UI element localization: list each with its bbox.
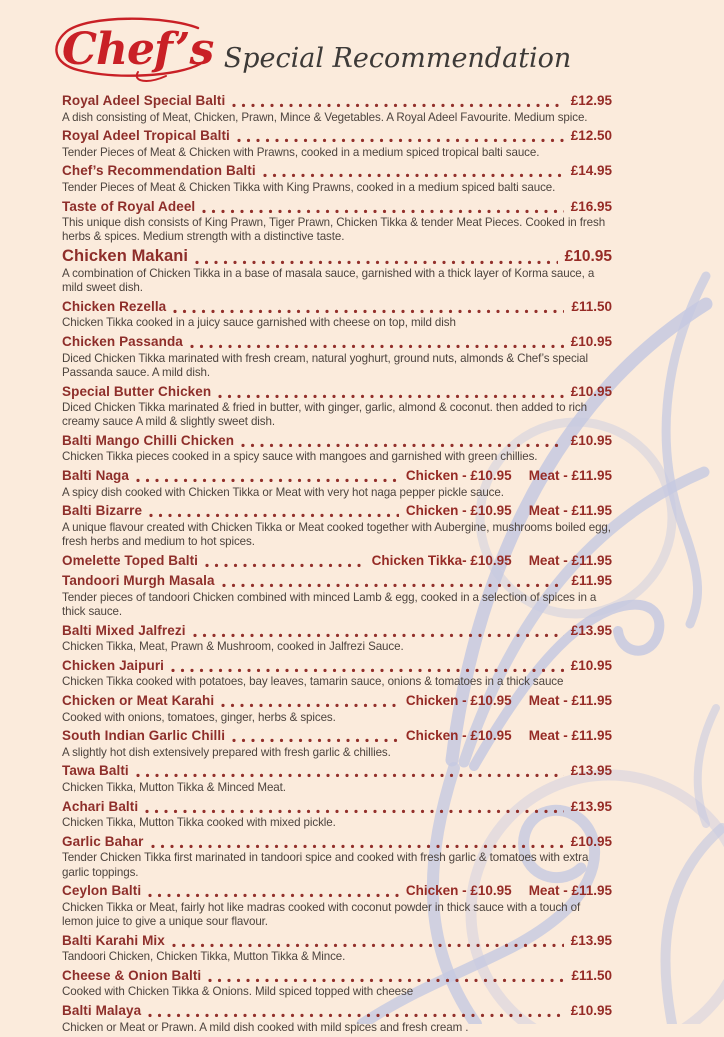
dish-prices [406, 692, 612, 710]
dot-leader [149, 513, 399, 518]
dish-prices [571, 622, 612, 640]
dish-prices [571, 127, 612, 145]
logo [62, 20, 213, 80]
dot-leader [190, 344, 564, 349]
dish-prices [571, 967, 612, 985]
dish-prices [571, 798, 612, 816]
dish-prices [571, 432, 612, 450]
menu-item-row [62, 333, 612, 351]
dish-description: Chicken Tikka, Meat, Prawn & Mushroom, cooked in Jalfrezi Sauce. [62, 640, 404, 654]
price: Chicken - £10.95 [405, 468, 512, 484]
dish-prices [571, 657, 612, 675]
dot-leader [241, 443, 564, 448]
dish-prices [565, 248, 612, 266]
menu-item [62, 432, 612, 465]
dish-name: Chicken or Meat Karahi [62, 693, 215, 709]
header [62, 20, 622, 90]
dish-name: Chef’s Recommendation Balti [62, 163, 256, 179]
price: £13.95 [570, 763, 612, 779]
dish-description: Tender pieces of tandoori Chicken combined with minced Lamb & egg, cooked in a selection of spices in a thick sauce. [62, 590, 597, 618]
price: £10.95 [564, 248, 612, 266]
dot-leader [222, 583, 565, 588]
dot-leader [263, 173, 564, 178]
price: £10.95 [570, 1003, 612, 1019]
dish-prices [571, 932, 612, 950]
dish-description: This unique dish consists of King Prawn, Tiger Prawn, Chicken Tikka & tender Meat Pieces. Cooked in fresh herbs & spices. Medium strength with a distinctive taste. [62, 216, 606, 244]
menu-item-row [62, 692, 612, 710]
price: Meat - £11.95 [528, 468, 612, 484]
dish-prices [406, 502, 612, 520]
menu-item [62, 1002, 612, 1035]
menu-item [62, 833, 612, 880]
dish-description: Diced Chicken Tikka marinated with fresh cream, natural yoghurt, ground nuts, almonds & Chef’s special Passanda sauce. A mild dish. [62, 351, 588, 379]
dish-prices [571, 162, 612, 180]
dish-name: Balti Mixed Jalfrezi [62, 622, 186, 638]
price: £12.95 [570, 93, 612, 108]
price: Chicken - £10.95 [405, 503, 512, 519]
price: Chicken Tikka- £10.95 [371, 552, 512, 568]
dish-description: Chicken Tikka, Mutton Tikka cooked with mixed pickle. [62, 816, 336, 830]
dot-leader [171, 668, 564, 673]
menu-item [62, 298, 612, 331]
dish-name: Royal Adeel Tropical Balti [62, 128, 230, 144]
menu-item-row [62, 92, 612, 110]
price: Chicken - £10.95 [405, 883, 512, 899]
menu-item [62, 198, 612, 245]
menu-item [62, 967, 612, 1000]
dot-leader [221, 703, 399, 708]
menu-item [62, 162, 612, 195]
price: £10.95 [570, 432, 612, 448]
menu-item [62, 727, 612, 760]
menu-item [62, 798, 612, 831]
price: £10.95 [570, 383, 612, 399]
dish-description: A spicy dish cooked with Chicken Tikka or Meat with very hot naga pepper pickle sauce. [62, 485, 504, 499]
dish-name: Chicken Jaipuri [62, 657, 165, 673]
price: £14.95 [570, 163, 612, 179]
dish-description: Tender Pieces of Meat & Chicken Tikka with King Prawns, cooked in a medium spiced balti sauce. [62, 180, 556, 194]
price: £10.95 [570, 833, 612, 849]
dot-leader [173, 309, 564, 314]
menu-item-row [62, 762, 612, 780]
dish-description: Chicken Tikka, Mutton Tikka & Minced Meat. [62, 780, 286, 794]
menu-item-row [62, 502, 612, 520]
dish-name: Taste of Royal Adeel [62, 198, 196, 214]
menu-item [62, 383, 612, 430]
menu-item [62, 127, 612, 160]
dish-prices [571, 1002, 612, 1020]
dish-name: Cheese & Onion Balti [62, 967, 202, 983]
dot-leader [202, 209, 563, 214]
menu-item-row [62, 622, 612, 640]
menu-item-row [62, 467, 612, 485]
price: Chicken - £10.95 [405, 728, 512, 744]
menu-item-row [62, 798, 612, 816]
dish-name: Balti Malaya [62, 1003, 142, 1019]
dish-name: Ceylon Balti [62, 883, 142, 899]
dot-leader [151, 844, 564, 849]
menu-item-row [62, 882, 612, 900]
dish-description: A dish consisting of Meat, Chicken, Prawn, Mince & Vegetables. A Royal Adeel Favourite. Medium spice. [62, 110, 588, 124]
dot-leader [232, 738, 399, 743]
dish-prices [571, 298, 612, 316]
dish-prices [571, 833, 612, 851]
price: £11.95 [571, 573, 612, 589]
dot-leader [218, 394, 563, 399]
menu-item [62, 552, 612, 570]
dot-leader [136, 773, 564, 778]
dish-description: Chicken Tikka or Meat, fairly hot like madras cooked with coconut powder in thick sauce with a touch of lemon juice to give a unique sour flavour. [62, 900, 581, 928]
menu-item [62, 92, 612, 125]
menu-item [62, 762, 612, 795]
dish-name: Special Butter Chicken [62, 383, 212, 399]
dot-leader [232, 103, 563, 108]
dot-leader [205, 563, 365, 568]
menu-item-row [62, 298, 612, 316]
dish-prices [571, 92, 612, 110]
price: £13.95 [570, 798, 612, 814]
menu-item [62, 333, 612, 380]
logo-word: Chef’s [62, 24, 214, 75]
menu-item-row [62, 572, 612, 590]
menu-item-row [62, 162, 612, 180]
dot-leader [195, 260, 557, 265]
menu-item [62, 882, 612, 929]
price: Meat - £11.95 [528, 552, 612, 568]
dish-description: A combination of Chicken Tikka in a base of masala sauce, garnished with a thick layer of Korma sauce, a mild sweet dish. [62, 267, 595, 295]
price: £10.95 [570, 334, 612, 350]
dot-leader [193, 633, 564, 638]
dish-name: South Indian Garlic Chilli [62, 728, 226, 744]
dot-leader [237, 138, 564, 143]
dish-description: A unique flavour created with Chicken Tikka or Meat cooked together with Aubergine, mushrooms boiled egg, fresh herbs and medium to hot spices. [62, 520, 611, 549]
menu-item [62, 247, 612, 295]
menu-item-row [62, 552, 612, 570]
price: £10.95 [570, 657, 612, 673]
dot-leader [145, 809, 563, 814]
menu-item-row [62, 657, 612, 675]
menu-item [62, 692, 612, 725]
price: £12.50 [570, 128, 612, 144]
dish-description: Tandoori Chicken, Chicken Tikka, Mutton Tikka & Mince. [62, 950, 346, 964]
menu-item-row [62, 383, 612, 401]
dish-name: Tandoori Murgh Masala [62, 573, 215, 589]
dish-name: Balti Bizarre [62, 503, 143, 519]
price: £16.95 [570, 198, 612, 214]
menu-item-row [62, 833, 612, 851]
dish-name: Garlic Bahar [62, 833, 144, 849]
menu-item-row [62, 432, 612, 450]
price: £13.95 [570, 932, 612, 948]
dish-prices [571, 383, 612, 401]
dish-description: A slightly hot dish extensively prepared with fresh garlic & chillies. [62, 745, 391, 759]
menu-item-row [62, 198, 612, 216]
dot-leader [148, 893, 399, 898]
dish-description: Chicken Tikka pieces cooked in a spicy sauce with mangoes and garnished with green chillies. [62, 450, 538, 464]
menu-item-row [62, 127, 612, 145]
menu-item [62, 467, 612, 500]
dish-description: Chicken Tikka cooked in a juicy sauce garnished with cheese on top, mild dish [62, 316, 456, 330]
dish-description: Chicken Tikka cooked with potatoes, bay leaves, tamarin sauce, onions & tomatoes in a thick sauce [62, 675, 564, 689]
price: Chicken - £10.95 [405, 693, 512, 709]
price: £11.50 [571, 967, 612, 983]
dish-name: Balti Naga [62, 468, 130, 484]
menu-item-row [62, 1002, 612, 1020]
dish-prices [406, 467, 612, 485]
dish-prices [372, 552, 612, 570]
menu-item-row [62, 727, 612, 745]
dish-description: Cooked with onions, tomatoes, ginger, herbs & spices. [62, 710, 336, 724]
dot-leader [208, 978, 564, 983]
dish-description: Chicken or Meat or Prawn. A mild dish cooked with mild spices and fresh cream . [62, 1020, 469, 1034]
dish-name: Tawa Balti [62, 763, 129, 779]
dish-prices [406, 727, 612, 745]
dish-name: Royal Adeel Special Balti [62, 93, 226, 108]
menu-item-row [62, 932, 612, 950]
dish-prices [571, 198, 612, 216]
price: £11.50 [571, 298, 612, 314]
menu-item [62, 622, 612, 655]
dish-name: Achari Balti [62, 798, 139, 814]
menu-item-row [62, 247, 612, 267]
page-title: Special Recommendation [223, 43, 572, 74]
dish-name: Chicken Rezella [62, 298, 167, 314]
dish-prices [571, 762, 612, 780]
dish-description: Tender Chicken Tikka first marinated in tandoori spice and cooked with fresh garlic & tomatoes with extra garlic toppings. [62, 851, 589, 879]
dish-name: Chicken Passanda [62, 334, 183, 350]
menu-list [62, 92, 612, 1037]
dish-description: Diced Chicken Tikka marinated & fried in butter, with ginger, garlic, almond & coconut. then added to rich creamy sauce A mild & slightly sweet dish. [62, 401, 587, 429]
menu-item [62, 657, 612, 690]
price: Meat - £11.95 [528, 728, 612, 744]
price: £13.95 [570, 622, 612, 638]
dish-description: Tender Pieces of Meat & Chicken with Prawns, cooked in a medium spiced tropical balti sauce. [62, 145, 540, 159]
dish-description: Cooked with Chicken Tikka & Onions. Mild spiced topped with cheese [62, 985, 414, 999]
dish-prices [571, 333, 612, 351]
dot-leader [136, 478, 399, 483]
dish-name: Balti Mango Chilli Chicken [62, 432, 235, 448]
dish-name: Chicken Makani [62, 247, 189, 266]
menu-item [62, 932, 612, 965]
menu-item [62, 502, 612, 549]
dish-prices [406, 882, 612, 900]
dot-leader [148, 1013, 563, 1018]
dish-name: Balti Karahi Mix [62, 932, 165, 948]
dish-name: Omelette Toped Balti [62, 552, 199, 568]
price: Meat - £11.95 [528, 883, 612, 899]
price: Meat - £11.95 [528, 503, 612, 519]
menu-item-row [62, 967, 612, 985]
dish-prices [571, 572, 612, 590]
menu-item [62, 572, 612, 619]
price: Meat - £11.95 [528, 693, 612, 709]
dot-leader [172, 943, 564, 948]
